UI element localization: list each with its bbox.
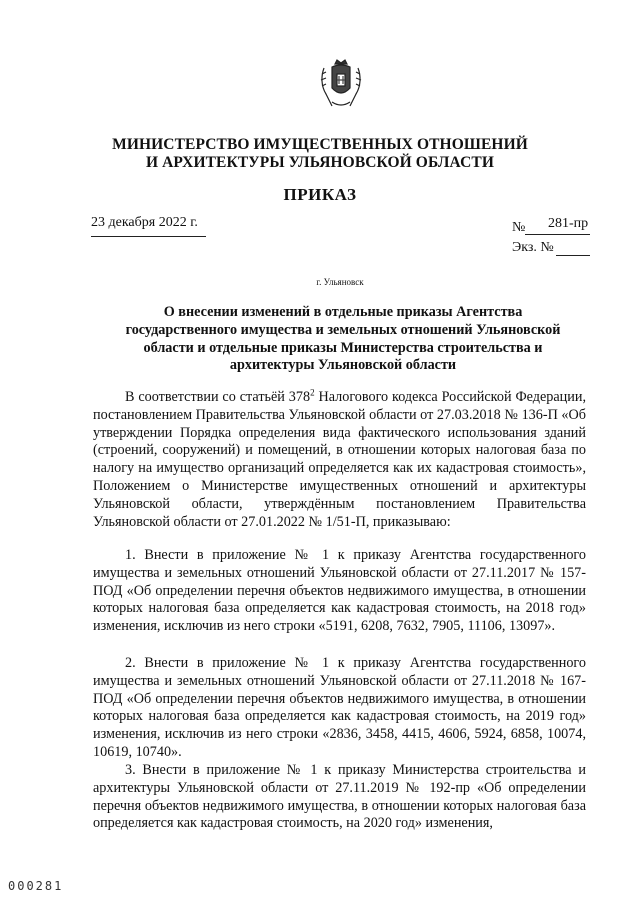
copy-number-underline xyxy=(556,255,590,256)
date-underline xyxy=(91,236,206,237)
intro-paragraph xyxy=(93,389,586,531)
serial-stamp: 000281 xyxy=(8,879,64,893)
city: г. Ульяновск xyxy=(316,277,364,287)
article-superscript: 2 xyxy=(310,387,315,398)
coat-of-arms-icon xyxy=(318,58,364,110)
order-number: 281-пр xyxy=(548,216,589,231)
order-subject: О внесении изменений в отдельные приказы Агентства государственного имущества и земельных отношений Ульяновской области и отдельные приказы Министерства строительства и архитектуры Ульяновской области xyxy=(125,304,561,374)
item-2: 2. Внести в приложение № 1 к приказу Агентства государственного имущества и земельных отношений Ульяновской области от 27.11.2018 № 167-ПОД «Об определении перечня объектов недвижимого имущества, в отношении которых налоговая база определяется как кадастровая стоимость, на 2019 год» изменения, исключив из него строки «2836, 3458, 4415, 4606, 5924, 6858, 10074, 10619, 10740». xyxy=(93,655,586,760)
org-title-line2: И АРХИТЕКТУРЫ УЛЬЯНОВСКОЙ ОБЛАСТИ xyxy=(146,154,494,171)
intro-text-part2: Налогового кодекса Российской Федерации, постановлением Правительства Ульяновской области от 27.03.2018 № 136-П «Об утверждении Порядка определения вида фактического использования зданий (строений, сооружений) и помещений, в отношении которых налоговая база по налогу на имущество организаций определяется как их кадастровая стоимость», Положением о Министерстве имущественных отношений и архитектуры Ульяновской области, утверждённым постановлением Правительства Ульяновской области от 27.01.2022 № 1/51-П, приказываю: xyxy=(93,389,586,530)
org-title-line1: МИНИСТЕРСТВО ИМУЩЕСТВЕННЫХ ОТНОШЕНИЙ xyxy=(112,136,528,153)
intro-text-part1: В соответствии со статьёй 378 xyxy=(125,389,311,405)
item-3: 3. Внести в приложение № 1 к приказу Министерства строительства и архитектуры Ульяновской области от 27.11.2019 № 192-пр «Об определении перечня объектов недвижимого имущества, в отношении которых налоговая база определяется как кадастровая стоимость, на 2020 год» изменения, xyxy=(93,762,586,832)
document-type: ПРИКАЗ xyxy=(283,185,357,204)
copy-number-label: Экз. № xyxy=(512,240,554,255)
item-1: 1. Внести в приложение № 1 к приказу Агентства государственного имущества и земельных отношений Ульяновской области от 27.11.2017 № 157-ПОД «Об определении перечня объектов недвижимого имущества, в отношении которых налоговая база определяется как кадастровая стоимость, на 2018 год» изменения, исключив из него строки «5191, 6208, 7632, 7905, 11106, 13097». xyxy=(93,547,586,635)
order-date: 23 декабря 2022 г. xyxy=(91,215,198,230)
number-underline xyxy=(525,234,590,235)
number-label: № xyxy=(512,220,526,235)
